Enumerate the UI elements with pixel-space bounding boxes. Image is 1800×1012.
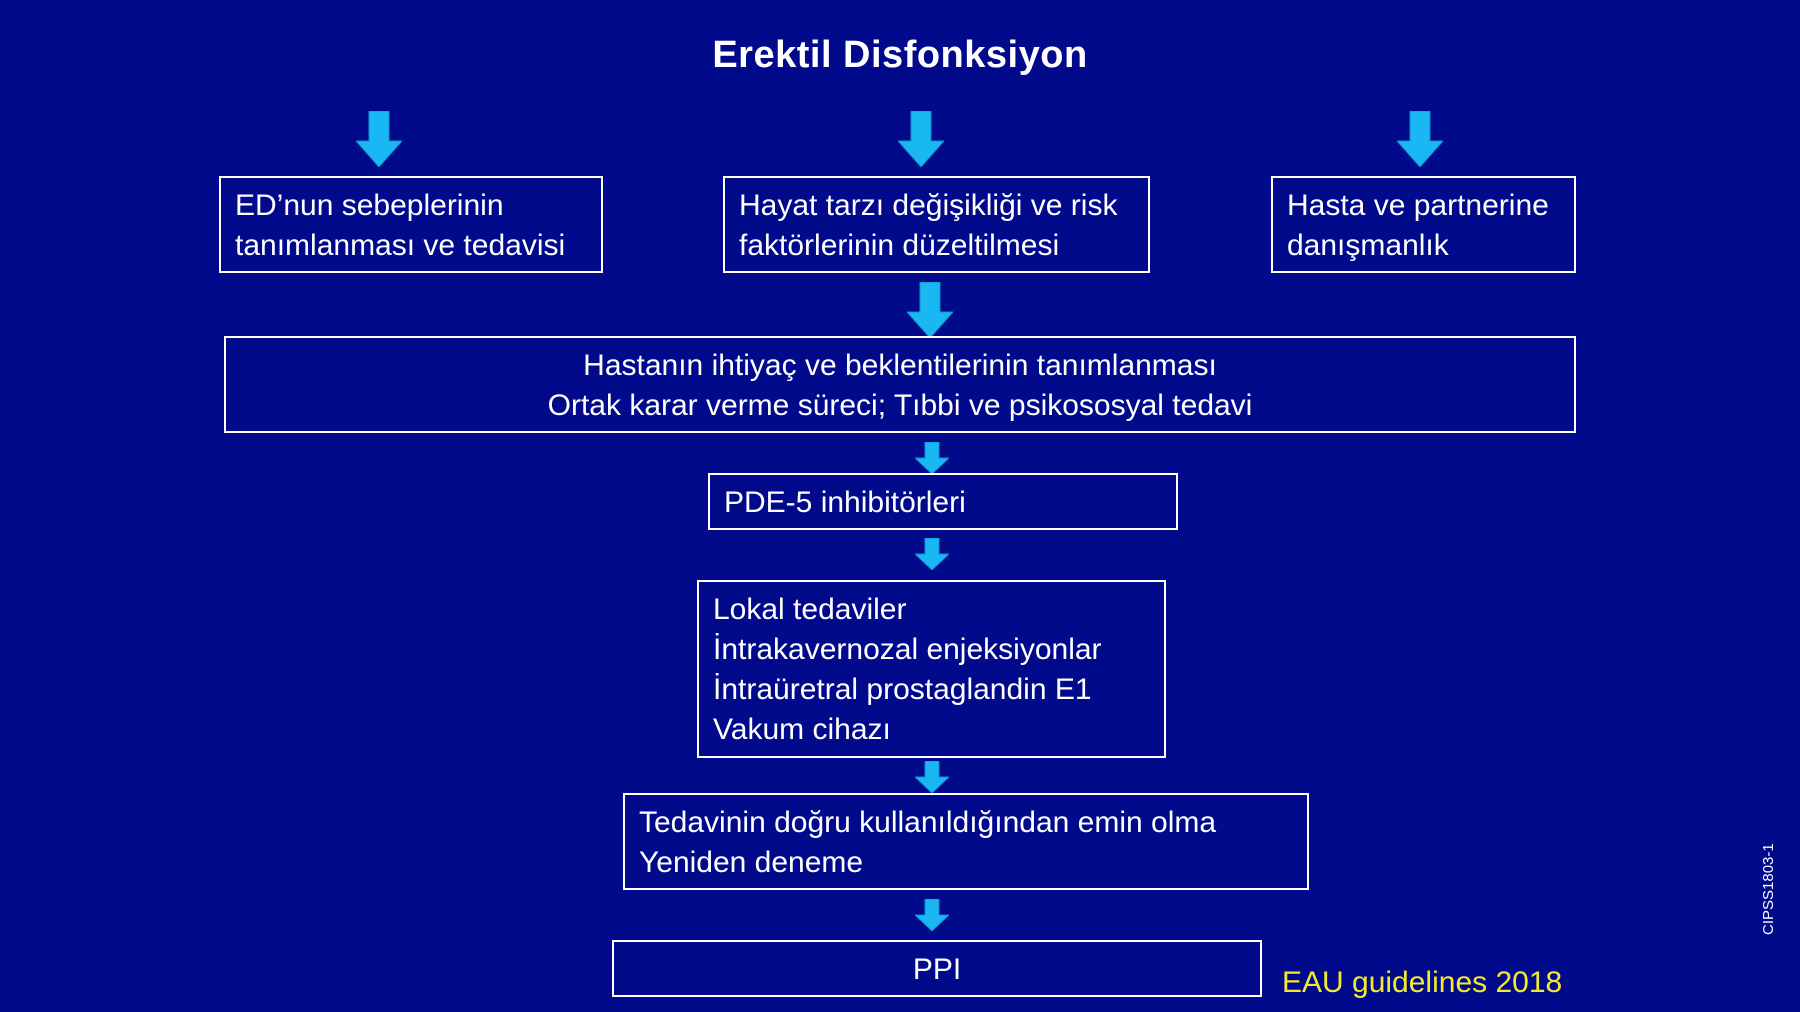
needs-line: Hastanın ihtiyaç ve beklentilerinin tanımlanması [583, 349, 1217, 382]
pde5-line: PDE-5 inhibitörleri [724, 486, 966, 519]
counseling-line: Hasta ve partnerine [1287, 189, 1549, 222]
local-line: İntraüretral prostaglandin E1 [713, 673, 1092, 706]
ppi-line: PPI [912, 953, 962, 986]
local-line: İntrakavernozal enjeksiyonlar [713, 633, 1102, 666]
local-line: Lokal tedaviler [713, 593, 907, 626]
down-arrow-icon [915, 538, 949, 570]
causes-line: ED’nun sebeplerinin [235, 189, 504, 222]
ppi-box [612, 940, 1262, 997]
pde5-box [708, 473, 1178, 530]
source-credit: EAU guidelines 2018 [1282, 966, 1563, 999]
down-arrow-icon [1397, 111, 1443, 167]
down-arrow-icon [898, 111, 944, 167]
local-line: Vakum cihazı [713, 713, 891, 746]
down-arrow-icon [907, 282, 953, 338]
counseling-line: danışmanlık [1287, 229, 1449, 262]
retry-line: Tedavinin doğru kullanıldığından emin olma [639, 806, 1217, 839]
causes-box [219, 176, 603, 273]
lifestyle-line: faktörlerinin düzeltilmesi [739, 229, 1060, 262]
down-arrow-icon [915, 442, 949, 474]
slide-code: CIPSS1803-1 [1760, 843, 1777, 935]
down-arrow-icon [356, 111, 402, 167]
local-treatments-box [697, 580, 1166, 758]
needs-box [224, 336, 1576, 433]
counseling-box [1271, 176, 1576, 273]
retry-line: Yeniden deneme [639, 846, 864, 879]
retry-box [623, 793, 1309, 890]
causes-line: tanımlanması ve tedavisi [235, 229, 566, 262]
down-arrow-icon [915, 899, 949, 931]
needs-line: Ortak karar verme süreci; Tıbbi ve psikososyal tedavi [547, 389, 1253, 422]
lifestyle-box [723, 176, 1150, 273]
lifestyle-line: Hayat tarzı değişikliği ve risk [739, 189, 1118, 222]
slide-title: Erektil Disfonksiyon [712, 34, 1088, 76]
down-arrow-icon [915, 761, 949, 793]
